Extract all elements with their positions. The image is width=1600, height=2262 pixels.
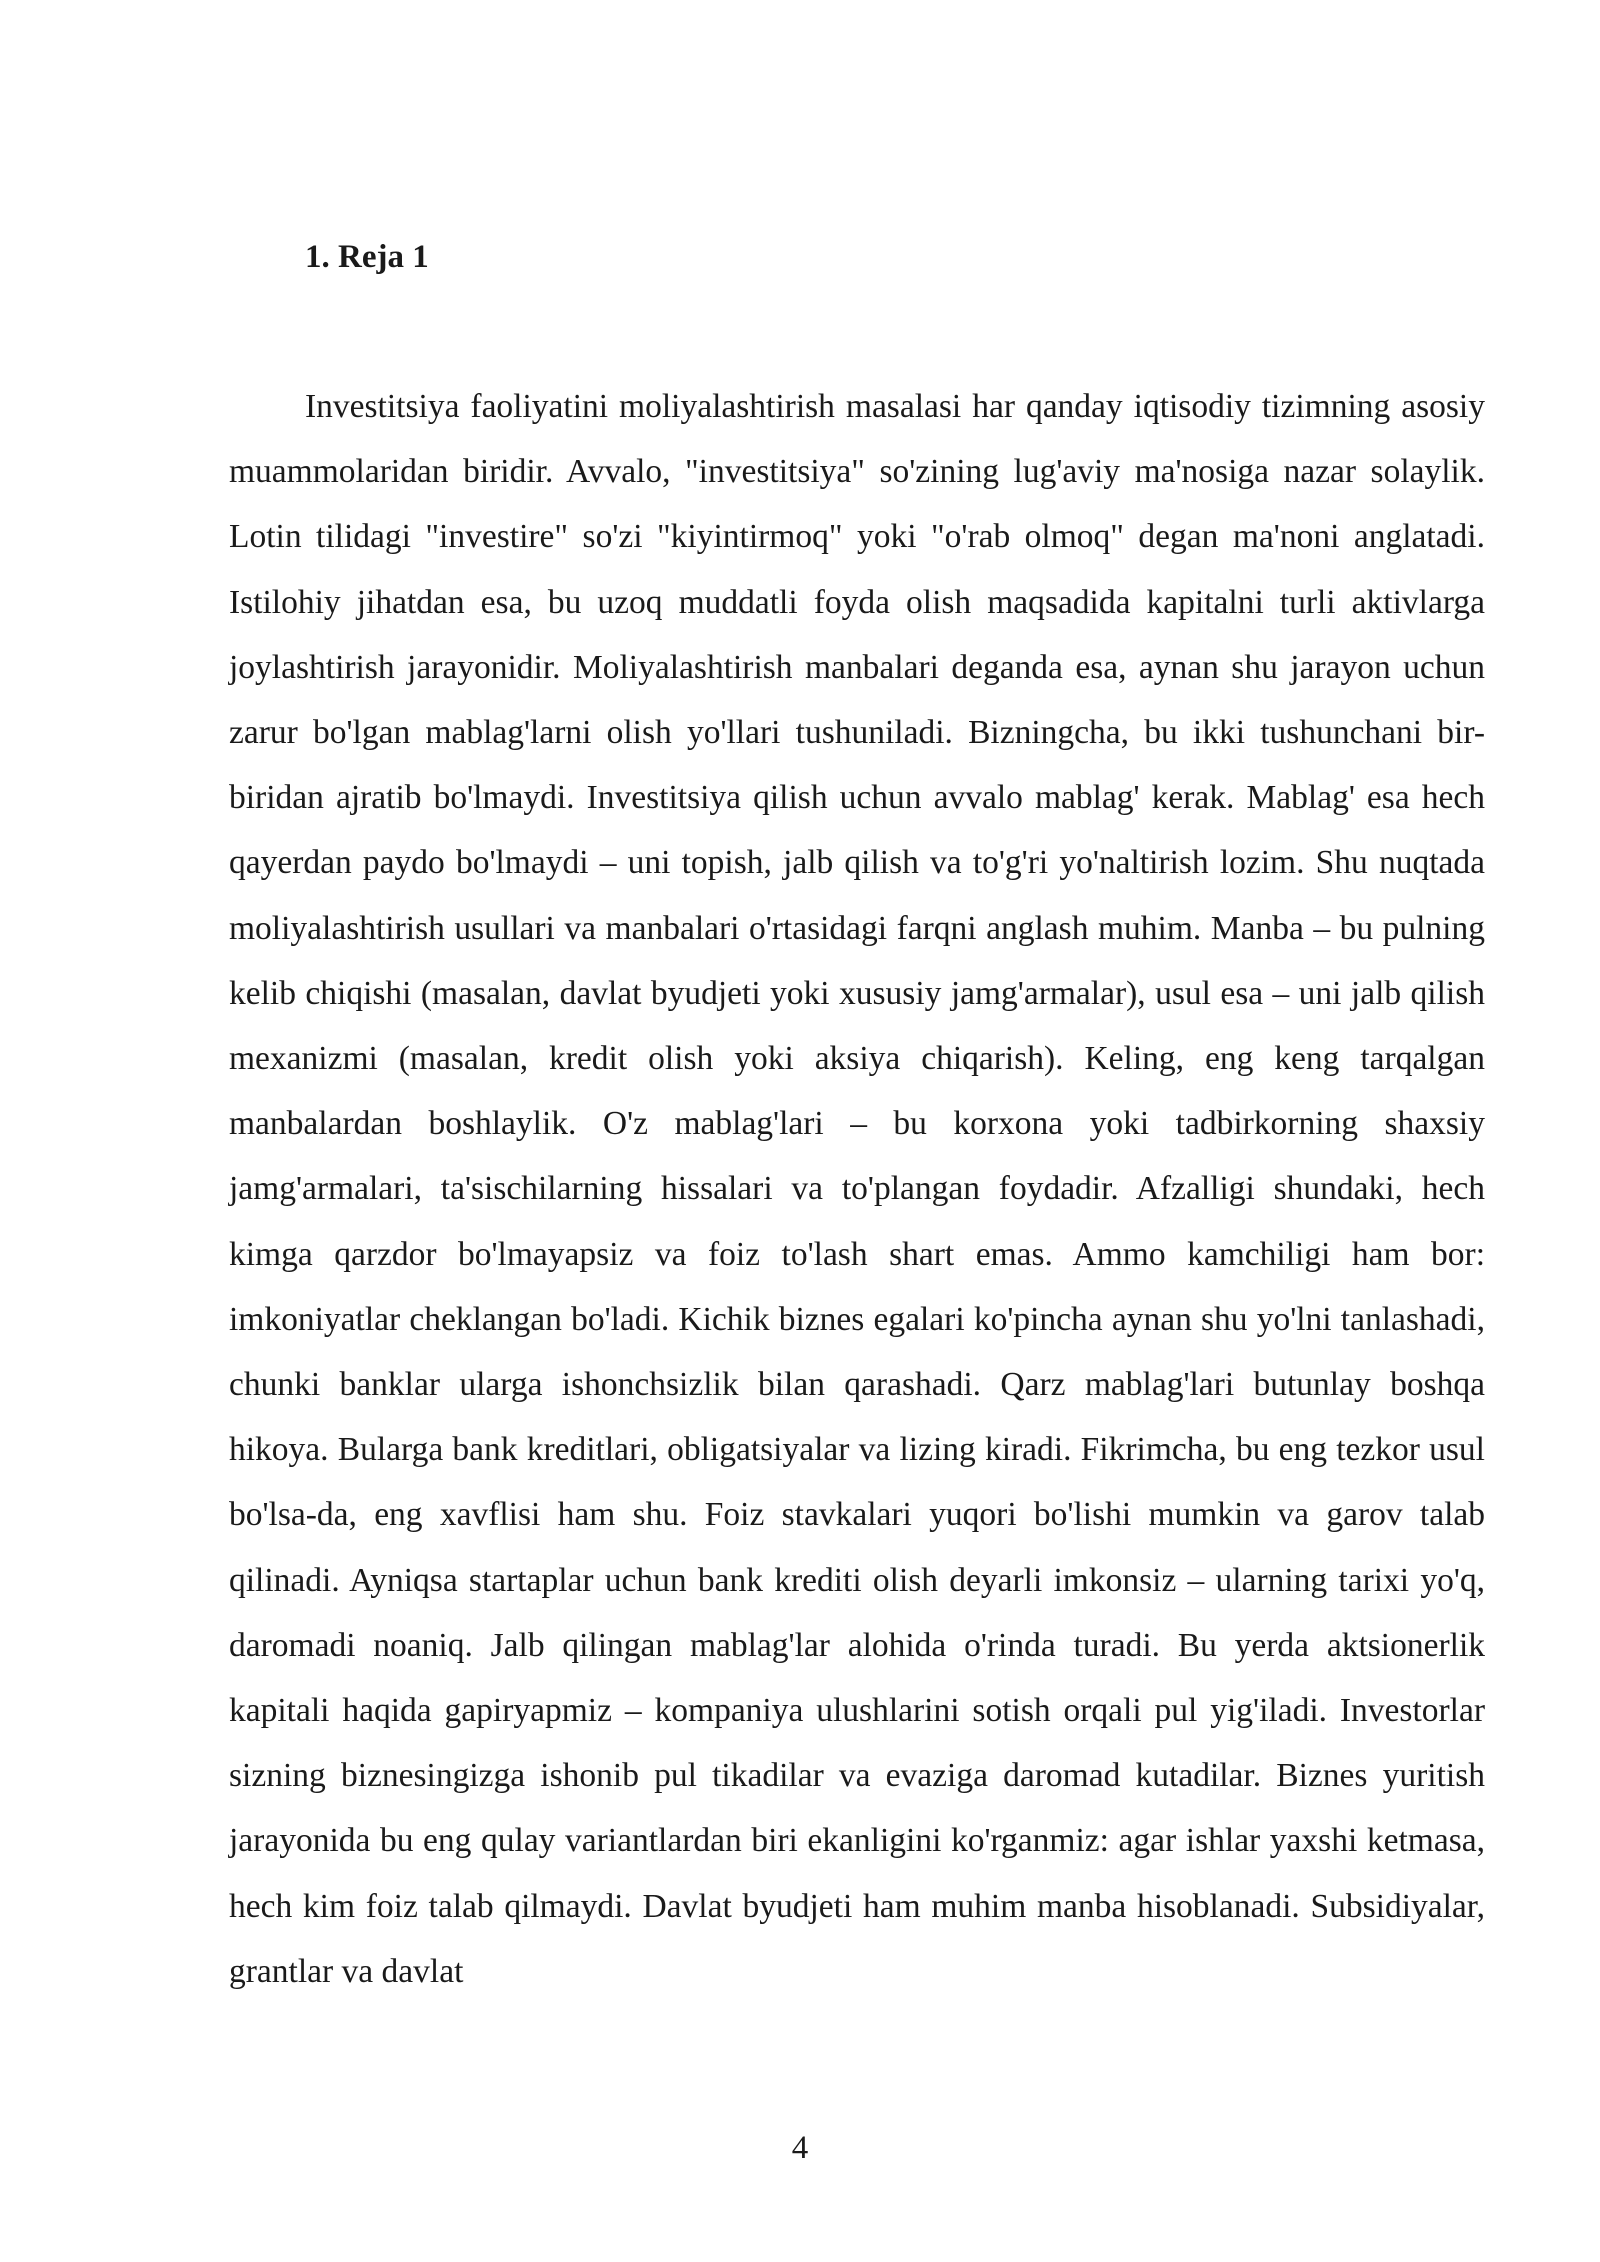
body-paragraph: Investitsiya faoliyatini moliyalashtirish masalasi har qanday iqtisodiy tizimning asosiy muammolaridan biridir. Avvalo, "investitsiya" so'zining lug'aviy ma'nosiga nazar solaylik. Lotin tilidagi "investire" so'zi "kiyintirmoq" yoki "o'rab olmoq" degan ma'noni anglatadi. Istilohiy jihatdan esa, bu uzoq muddatli foyda olish maqsadida kapitalni turli aktivlarga joylashtirish jarayonidir. Moliyalashtirish manbalari deganda esa, aynan shu jarayon uchun zarur bo'lgan mablag'larni olish yo'llari tushuniladi. Bizningcha, bu ikki tushunchani bir-biridan ajratib bo'lmaydi. Investitsiya qilish uchun avvalo mablag' kerak. Mablag' esa hech qayerdan paydo bo'lmaydi – uni topish, jalb qilish va to'g'ri yo'naltirish lozim. Shu nuqtada moliyalashtirish usullari va manbalari o'rtasidagi farqni anglash muhim. Manba – bu pulning kelib chiqishi (masalan, davlat byudjeti yoki xususiy jamg'armalar), usul esa – uni jalb qilish mexanizmi (masalan, kredit olish yoki aksiya chiqarish). Keling, eng keng tarqalgan manbalardan boshlaylik. O'z mablag'lari – bu korxona yoki tadbirkorning shaxsiy jamg'armalari, ta'sischilarning hissalari va to'plangan foydadir. Afzalligi shundaki, hech kimga qarzdor bo'lmayapsiz va foiz to'lash shart emas. Ammo kamchiligi ham bor: imkoniyatlar cheklangan bo'ladi. Kichik biznes egalari ko'pincha aynan shu yo'lni tanlashadi, chunki banklar ularga ishonchsizlik bilan qarashadi. Qarz mablag'lari butunlay boshqa hikoya. Bularga bank kreditlari, obligatsiyalar va lizing kiradi. Fikrimcha, bu eng tezkor usul bo'lsa-da, eng xavflisi ham shu. Foiz stavkalari yuqori bo'lishi mumkin va garov talab qilinadi. Ayniqsa startaplar uchun bank krediti olish deyarli imkonsiz – ularning tarixi yo'q, daromadi noaniq. Jalb qilingan mablag'lar alohida o'rinda turadi. Bu yerda aktsionerlik kapitali haqida gapiryapmiz – kompaniya ulushlarini sotish orqali pul yig'iladi. Investorlar sizning biznesingizga ishonib pul tikadilar va evaziga daromad kutadilar. Biznes yuritish jarayonida bu eng qulay variantlardan biri ekanligini ko'rganmiz: agar ishlar yaxshi ketmasa, hech kim foiz talab qilmaydi. Davlat byudjeti ham muhim manba hisoblanadi. Subsidiyalar, grantlar va davlat [229,388,1485,1990]
section-heading: 1. Reja 1 [305,239,429,275]
page-number: 4 [791,2130,809,2166]
